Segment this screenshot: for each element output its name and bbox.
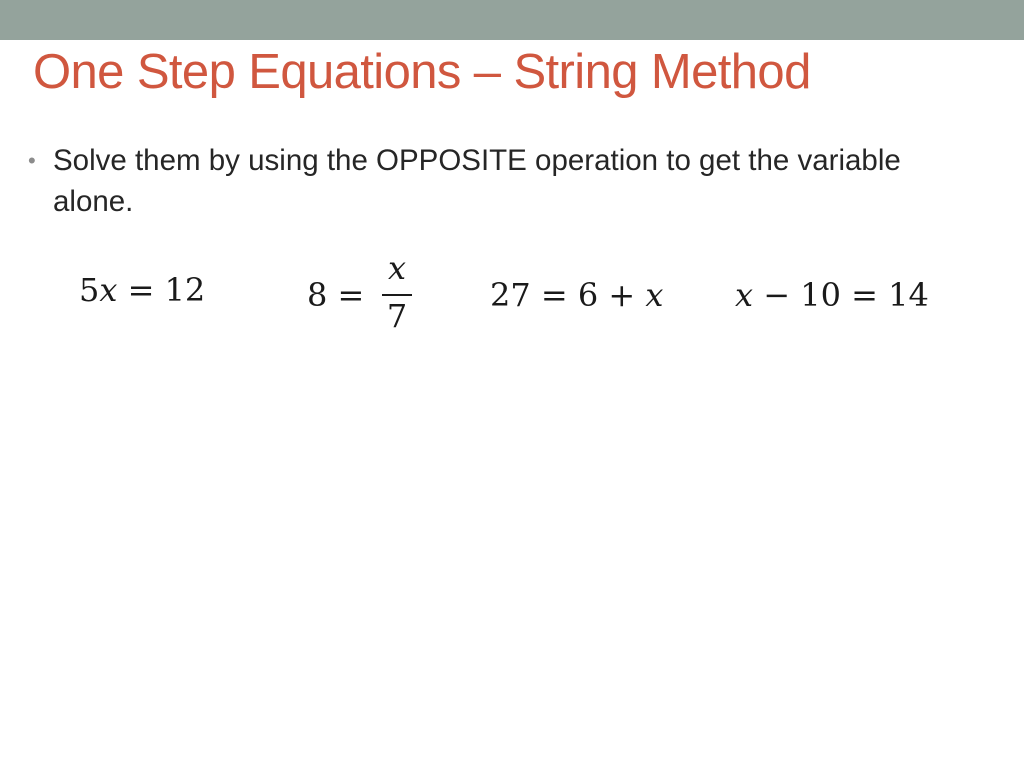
equation-1-coefficient: 5 [79,271,100,309]
equation-3 [490,276,664,314]
equation-2-left: 8 = [307,276,365,314]
equation-1 [79,271,206,309]
bullet-marker: • [28,148,36,173]
equation-4-rest: − 10 = 14 [753,276,929,314]
equation-3-left: 27 = 6 + [490,276,646,314]
equation-4-variable: x [735,276,754,314]
equation-4 [735,276,929,314]
bullet-list [28,140,928,222]
equation-3-variable: x [645,276,664,314]
equation-2 [307,249,427,342]
bullet-item [28,140,928,222]
fraction-bar [382,294,412,296]
top-accent-bar [0,0,1024,40]
equation-1-rest: = 12 [117,271,206,309]
equation-2-denominator: 7 [386,297,408,335]
slide-title: One Step Equations – String Method [33,45,811,99]
bullet-text: Solve them by using the OPPOSITE operation to get the variable alone. [53,144,901,218]
equation-1-variable: x [99,271,118,309]
equation-2-numerator: x [387,249,407,287]
